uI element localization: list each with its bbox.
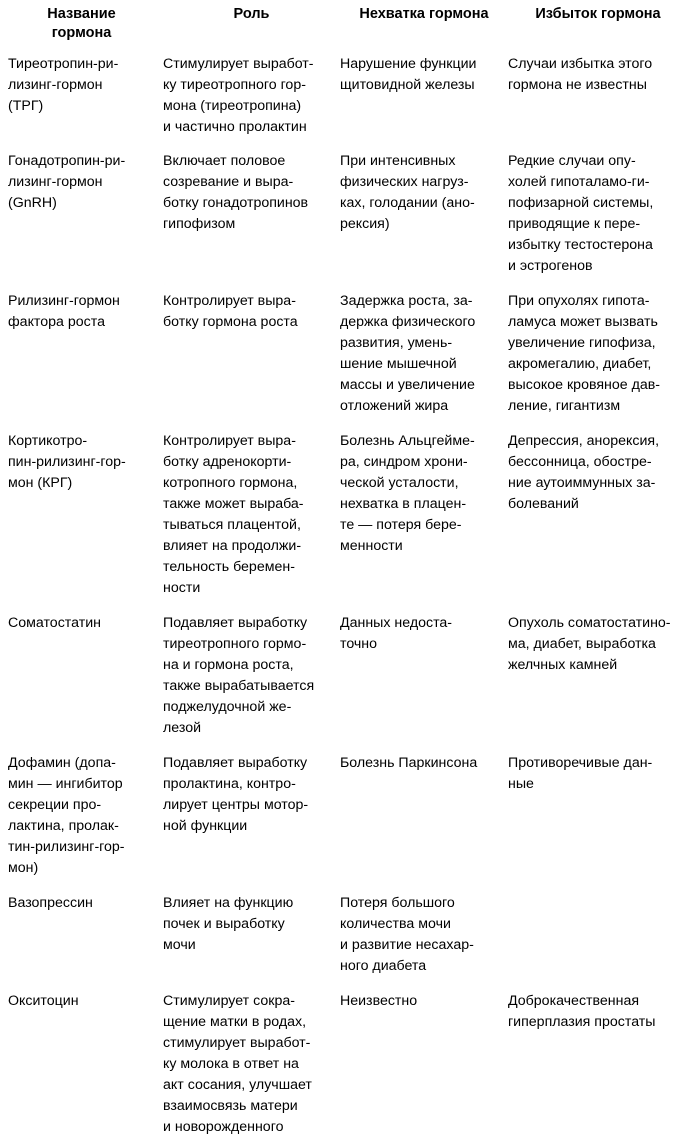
text-line: ку молока в ответ на bbox=[163, 1056, 299, 1072]
cell-hormone-deficiency bbox=[332, 291, 500, 417]
text-line: Окситоцин bbox=[8, 993, 79, 1009]
text-line: (ТРГ) bbox=[8, 98, 44, 114]
text-line: лирует центры мотор- bbox=[163, 797, 309, 813]
table-row bbox=[0, 753, 688, 879]
text-line: Потеря большого bbox=[340, 895, 455, 911]
cell-role bbox=[155, 613, 332, 739]
text-line: ление, гигантизм bbox=[508, 398, 621, 414]
text-line: гиперплазия простаты bbox=[508, 1014, 656, 1030]
row-spacer bbox=[0, 277, 688, 291]
text-line: гипофизом bbox=[163, 216, 236, 232]
text-line: холей гипоталамо-ги- bbox=[508, 174, 650, 190]
text-line: фактора роста bbox=[8, 314, 105, 330]
text-line: пролактина, контро- bbox=[163, 776, 296, 792]
text-line: массы и увеличение bbox=[340, 377, 475, 393]
text-line: щение матки в родах, bbox=[163, 1014, 307, 1030]
text-line: мон (КРГ) bbox=[8, 475, 73, 491]
text-line: взаимосвязь матери bbox=[163, 1098, 298, 1114]
text-line: лактина, пролак- bbox=[8, 818, 119, 834]
text-line: ма, диабет, выработка bbox=[508, 636, 656, 652]
cell-hormone-deficiency bbox=[332, 893, 500, 977]
text-line: секреции про- bbox=[8, 797, 102, 813]
cell-role bbox=[155, 893, 332, 977]
text-line: ные bbox=[508, 776, 534, 792]
cell-hormone-name bbox=[0, 291, 155, 417]
text-line: тельность беремен- bbox=[163, 559, 295, 575]
text-line: поджелудочной же- bbox=[163, 699, 292, 715]
text-line: Депрессия, анорексия, bbox=[508, 433, 660, 449]
text-line: Опухоль соматостатино- bbox=[508, 615, 671, 631]
column-header-hormone-name bbox=[0, 5, 163, 43]
text-line: акт сосания, улучшает bbox=[163, 1077, 312, 1093]
table-row bbox=[0, 54, 688, 138]
text-line: Нарушение функции bbox=[340, 56, 477, 72]
text-line: Болезнь Альцгейме- bbox=[340, 433, 475, 449]
cell-role bbox=[155, 753, 332, 879]
text-line: высокое кровяное дав- bbox=[508, 377, 661, 393]
cell-hormone-deficiency bbox=[332, 431, 500, 599]
text-line: рексия) bbox=[340, 216, 390, 232]
text-line: также может выраба- bbox=[163, 496, 304, 512]
cell-hormone-name bbox=[0, 613, 155, 739]
cell-hormone-excess bbox=[500, 613, 688, 739]
text-line: Дофамин (допа- bbox=[8, 755, 116, 771]
text-line: Болезнь Паркинсона bbox=[340, 755, 478, 771]
text-line: стимулирует выработ- bbox=[163, 1035, 311, 1051]
text-line: ние аутоиммунных за- bbox=[508, 475, 656, 491]
text-line: Контролирует выра- bbox=[163, 293, 296, 309]
text-line: Избыток гормона bbox=[535, 6, 661, 22]
text-line: Стимулирует сокра- bbox=[163, 993, 295, 1009]
text-line: Данных недоста- bbox=[340, 615, 453, 631]
text-line: акромегалию, диабет, bbox=[508, 356, 652, 372]
text-line: Гонадотропин-ри- bbox=[8, 153, 126, 169]
column-header-role bbox=[163, 5, 340, 43]
cell-hormone-deficiency bbox=[332, 991, 500, 1138]
cell-hormone-excess bbox=[500, 991, 688, 1138]
text-line: щитовидной железы bbox=[340, 77, 475, 93]
text-line: Подавляет выработку bbox=[163, 615, 308, 631]
cell-hormone-name bbox=[0, 753, 155, 879]
text-line: ку тиреотропного гор- bbox=[163, 77, 306, 93]
cell-hormone-deficiency bbox=[332, 54, 500, 138]
cell-role bbox=[155, 151, 332, 277]
cell-hormone-name bbox=[0, 54, 155, 138]
text-line: гормона не известны bbox=[508, 77, 647, 93]
cell-hormone-name bbox=[0, 151, 155, 277]
text-line: Контролирует выра- bbox=[163, 433, 296, 449]
table-row bbox=[0, 613, 688, 739]
text-line: Соматостатин bbox=[8, 615, 101, 631]
cell-hormone-name bbox=[0, 991, 155, 1138]
cell-role bbox=[155, 991, 332, 1138]
text-line: мон) bbox=[8, 860, 39, 876]
text-line: ного диабета bbox=[340, 958, 427, 974]
text-line: пофизарной системы, bbox=[508, 195, 654, 211]
text-line: приводящие к пере- bbox=[508, 216, 641, 232]
cell-role bbox=[155, 291, 332, 417]
text-line: Вазопрессин bbox=[8, 895, 93, 911]
text-line: Неизвестно bbox=[340, 993, 418, 1009]
cell-hormone-deficiency bbox=[332, 753, 500, 879]
text-line: количества мочи bbox=[340, 916, 451, 932]
text-line: котропного гормона, bbox=[163, 475, 298, 491]
text-line: (GnRH) bbox=[8, 195, 57, 211]
cell-hormone-excess bbox=[500, 54, 688, 138]
text-line: При интенсивных bbox=[340, 153, 456, 169]
text-line: Подавляет выработку bbox=[163, 755, 308, 771]
text-line: развития, умень- bbox=[340, 335, 453, 351]
table-body bbox=[0, 54, 688, 1138]
table-row bbox=[0, 431, 688, 599]
text-line: нехватка в плацен- bbox=[340, 496, 467, 512]
text-line: влияет на продолжи- bbox=[163, 538, 302, 554]
text-line: и новорожденного bbox=[163, 1119, 284, 1135]
table-header-row bbox=[0, 0, 688, 43]
cell-hormone-deficiency bbox=[332, 613, 500, 739]
text-line: Включает половое bbox=[163, 153, 286, 169]
text-line: держка физического bbox=[340, 314, 476, 330]
column-header-hormone-excess bbox=[508, 5, 688, 43]
table-row bbox=[0, 991, 688, 1138]
text-line: ческой усталости, bbox=[340, 475, 459, 491]
text-line: болеваний bbox=[508, 496, 579, 512]
text-line: Противоречивые дан- bbox=[508, 755, 653, 771]
text-line: лезой bbox=[163, 720, 202, 736]
row-spacer bbox=[0, 879, 688, 893]
text-line: Тиреотропин-ри- bbox=[8, 56, 119, 72]
text-line: Роль bbox=[233, 6, 270, 22]
text-line: ботку адренокорти- bbox=[163, 454, 292, 470]
row-spacer bbox=[0, 599, 688, 613]
text-line: ботку гормона роста bbox=[163, 314, 298, 330]
text-line: тываться плацентой, bbox=[163, 517, 301, 533]
text-line: Редкие случаи опу- bbox=[508, 153, 636, 169]
text-line: Задержка роста, за- bbox=[340, 293, 473, 309]
text-line: Название bbox=[47, 6, 116, 22]
row-spacer bbox=[0, 417, 688, 431]
row-spacer bbox=[0, 739, 688, 753]
text-line: и развитие несахар- bbox=[340, 937, 474, 953]
text-line: Доброкачественная bbox=[508, 993, 640, 1009]
cell-role bbox=[155, 431, 332, 599]
cell-hormone-excess bbox=[500, 291, 688, 417]
table-row bbox=[0, 291, 688, 417]
text-line: на и гормона роста, bbox=[163, 657, 294, 673]
text-line: ной функции bbox=[163, 818, 248, 834]
text-line: пин-рилизинг-гор- bbox=[8, 454, 126, 470]
text-line: Нехватка гормона bbox=[359, 6, 489, 22]
header-body-spacer bbox=[0, 43, 688, 54]
text-line: мин — ингибитор bbox=[8, 776, 123, 792]
text-line: Стимулирует выработ- bbox=[163, 56, 314, 72]
text-line: шение мышечной bbox=[340, 356, 457, 372]
text-line: лизинг-гормон bbox=[8, 77, 103, 93]
text-line: мочи bbox=[163, 937, 196, 953]
cell-hormone-excess bbox=[500, 893, 688, 977]
text-line: Кортикотро- bbox=[8, 433, 88, 449]
text-line: и частично пролактин bbox=[163, 119, 307, 135]
cell-hormone-excess bbox=[500, 431, 688, 599]
text-line: те — потеря бере- bbox=[340, 517, 462, 533]
text-line: избытку тестостерона bbox=[508, 237, 653, 253]
text-line: мона (тиреотропина) bbox=[163, 98, 302, 114]
row-spacer bbox=[0, 977, 688, 991]
cell-role bbox=[155, 54, 332, 138]
text-line: менности bbox=[340, 538, 403, 554]
text-line: При опухолях гипота- bbox=[508, 293, 650, 309]
text-line: отложений жира bbox=[340, 398, 449, 414]
text-line: желчных камней bbox=[508, 657, 618, 673]
table-row bbox=[0, 893, 688, 977]
cell-hormone-excess bbox=[500, 151, 688, 277]
text-line: также вырабатывается bbox=[163, 678, 315, 694]
text-line: и эстрогенов bbox=[508, 258, 593, 274]
text-line: Влияет на функцию bbox=[163, 895, 294, 911]
text-line: ламуса может вызвать bbox=[508, 314, 658, 330]
text-line: созревание и выра- bbox=[163, 174, 294, 190]
cell-hormone-name bbox=[0, 431, 155, 599]
text-line: Случаи избытка этого bbox=[508, 56, 653, 72]
row-spacer bbox=[0, 138, 688, 151]
cell-hormone-deficiency bbox=[332, 151, 500, 277]
cell-hormone-excess bbox=[500, 753, 688, 879]
text-line: ботку гонадотропинов bbox=[163, 195, 309, 211]
table-row bbox=[0, 151, 688, 277]
text-line: ности bbox=[163, 580, 201, 596]
text-line: тин-рилизинг-гор- bbox=[8, 839, 125, 855]
text-line: точно bbox=[340, 636, 378, 652]
text-line: почек и выработку bbox=[163, 916, 285, 932]
text-line: ра, синдром хрони- bbox=[340, 454, 468, 470]
text-line: гормона bbox=[51, 25, 112, 41]
text-line: лизинг-гормон bbox=[8, 174, 103, 190]
cell-hormone-name bbox=[0, 893, 155, 977]
text-line: тиреотропного гормо- bbox=[163, 636, 307, 652]
column-header-hormone-deficiency bbox=[340, 5, 508, 43]
text-line: ках, голодании (ано- bbox=[340, 195, 475, 211]
text-line: увеличение гипофиза, bbox=[508, 335, 656, 351]
text-line: Рилизинг-гормон bbox=[8, 293, 120, 309]
text-line: физических нагруз- bbox=[340, 174, 469, 190]
text-line: бессонница, обостре- bbox=[508, 454, 652, 470]
